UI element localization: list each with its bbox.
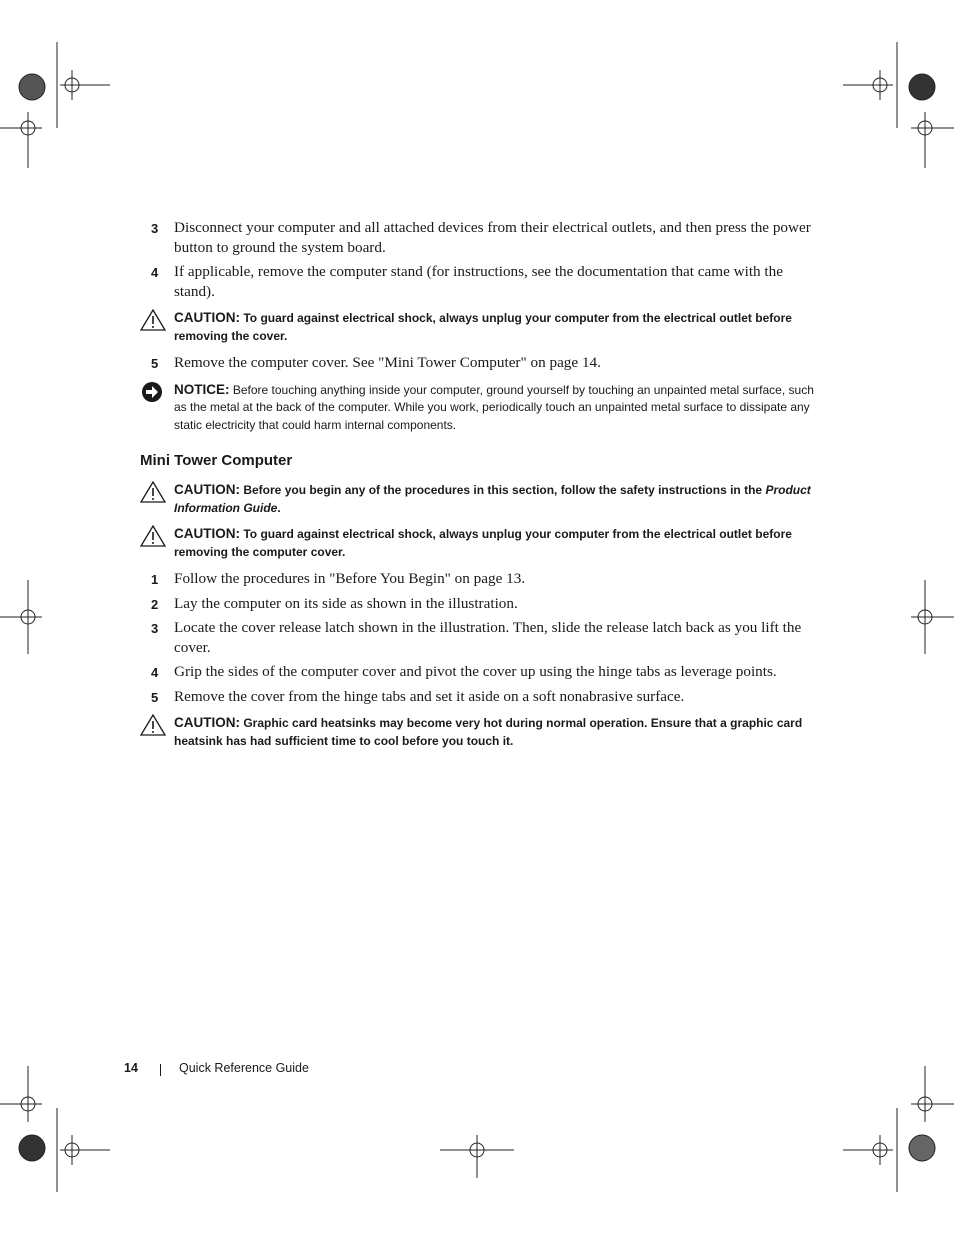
step-text: Grip the sides of the computer cover and pivot the cover up using the hinge tabs as leverage points. (174, 663, 777, 680)
caution-text-emphasis: Product Information Guide (174, 483, 811, 515)
step-number: 5 (151, 356, 159, 371)
page-number: 14 (124, 1061, 138, 1075)
footer-title: Quick Reference Guide (179, 1061, 309, 1075)
step-item (140, 594, 820, 614)
step-number: 1 (151, 572, 159, 587)
step-text: If applicable, remove the computer stand (for instructions, see the documentation that came with the stand). (174, 263, 783, 300)
step-item (140, 618, 820, 657)
notice-note (140, 381, 820, 435)
step-item (140, 662, 820, 682)
step-number: 4 (151, 665, 159, 680)
section-heading: Mini Tower Computer (140, 452, 293, 469)
step-text: Remove the computer cover. See "Mini Tower Computer" on page 14. (174, 354, 601, 371)
caution-note (140, 481, 820, 517)
caution-text: Graphic card heatsinks may become very hot during normal operation. Ensure that a graphic card heatsink has had sufficient time to cool before you touch it. (174, 716, 803, 748)
page-footer (124, 1061, 309, 1075)
step-item (140, 218, 820, 257)
step-text: Follow the procedures in "Before You Begin" on page 13. (174, 570, 526, 587)
caution-note (140, 714, 820, 750)
caution-label: CAUTION: (174, 482, 240, 497)
step-item (140, 687, 820, 707)
step-number: 4 (151, 265, 159, 280)
step-item (140, 569, 820, 589)
notice-text: Before touching anything inside your computer, ground yourself by touching an unpainted metal surface, such as the metal at the back of the computer. While you work, periodically touch an unpainted metal surface to dissipate any static electricity that could harm internal components. (174, 382, 814, 432)
caution-triangle-icon (140, 481, 166, 503)
step-number: 2 (151, 596, 159, 612)
step-text: Locate the cover release latch shown in the illustration. Then, slide the release latch back as you lift the cover. (174, 619, 802, 656)
caution-label: CAUTION: (174, 310, 240, 325)
caution-label: CAUTION: (174, 715, 240, 730)
notice-arrow-icon (140, 381, 164, 405)
step-number: 3 (151, 221, 159, 236)
caution-note (140, 525, 820, 561)
caution-note (140, 309, 820, 345)
step-item (140, 353, 820, 373)
step-text: Lay the computer on its side as shown in the illustration. (174, 594, 518, 612)
caution-text-tail: . (277, 500, 281, 515)
step-item (140, 262, 820, 301)
caution-text: Before you begin any of the procedures in this section, follow the safety instructions in the (243, 483, 763, 497)
caution-triangle-icon (140, 525, 166, 547)
step-text: Disconnect your computer and all attached devices from their electrical outlets, and then press the power button to ground the system board. (174, 219, 811, 256)
caution-triangle-icon (140, 714, 166, 736)
caution-triangle-icon (140, 309, 166, 331)
step-number: 5 (151, 689, 159, 705)
step-text: Remove the cover from the hinge tabs and set it aside on a soft nonabrasive surface. (174, 687, 685, 705)
footer-divider (160, 1064, 161, 1076)
step-number: 3 (151, 621, 159, 636)
caution-text: To guard against electrical shock, always unplug your computer from the electrical outlet before removing the cover. (174, 311, 792, 343)
notice-label: NOTICE: (174, 381, 230, 397)
caution-label: CAUTION: (174, 526, 240, 541)
caution-text: To guard against electrical shock, always unplug your computer from the electrical outlet before removing the computer cover. (174, 527, 792, 559)
document-content (140, 218, 820, 758)
